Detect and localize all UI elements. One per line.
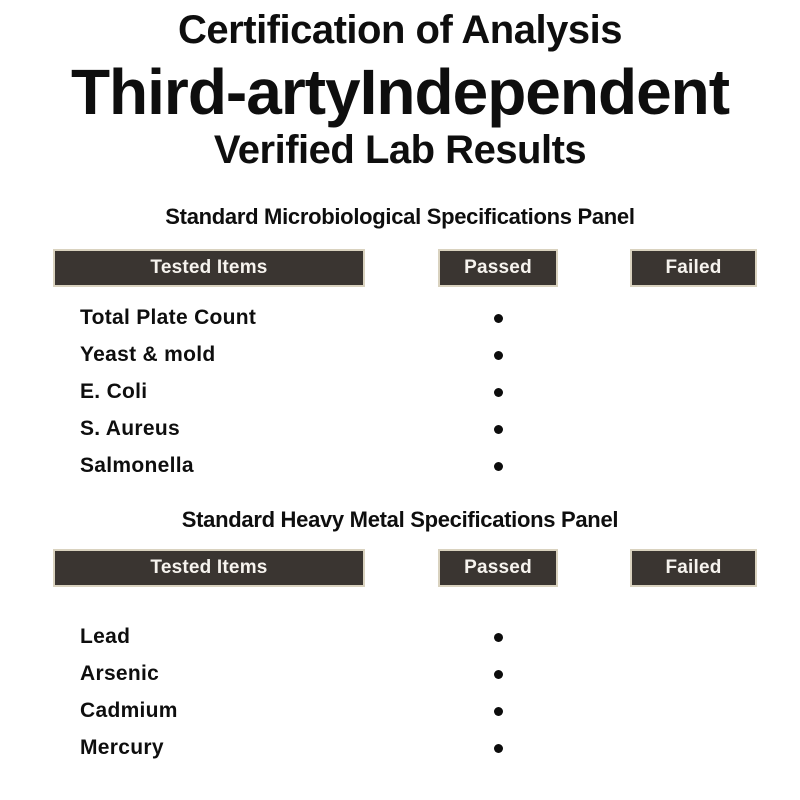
tested-item-label: Arsenic: [80, 662, 160, 685]
tested-item-label: Salmonella: [80, 454, 194, 477]
panel-title-microbiological: Standard Microbiological Specifications Panel: [165, 204, 635, 229]
table-row: [0, 736, 800, 760]
certificate-subtitle-large: Third-artyIndependent: [70, 56, 730, 128]
passed-dot-icon: [494, 388, 503, 397]
passed-dot-icon: [494, 314, 503, 323]
tested-item-label: Cadmium: [80, 699, 178, 722]
passed-dot-icon: [494, 670, 503, 679]
passed-dot-icon: [494, 744, 503, 753]
column-header-tested-items: Tested Items: [53, 549, 365, 587]
table-row: [0, 380, 800, 404]
certificate-title: Certification of Analysis: [178, 8, 622, 52]
tested-item-label: E. Coli: [80, 380, 148, 403]
table-row: [0, 662, 800, 686]
table-row: [0, 417, 800, 441]
column-header-tested-items: Tested Items: [53, 249, 365, 287]
table-row: [0, 306, 800, 330]
passed-dot-icon: [494, 351, 503, 360]
column-header-passed: Passed: [438, 549, 558, 587]
passed-dot-icon: [494, 633, 503, 642]
tested-item-label: Total Plate Count: [80, 306, 257, 329]
table-row: [0, 625, 800, 649]
table-row: [0, 454, 800, 478]
table-row: [0, 343, 800, 367]
tested-item-label: Yeast & mold: [80, 343, 216, 366]
tested-item-label: Lead: [80, 625, 131, 648]
certificate-subtitle: Verified Lab Results: [213, 128, 587, 172]
panel-title-heavy-metal: Standard Heavy Metal Specifications Panel: [181, 507, 619, 532]
column-header-failed: Failed: [630, 549, 757, 587]
passed-dot-icon: [494, 425, 503, 434]
passed-dot-icon: [494, 707, 503, 716]
tested-item-label: S. Aureus: [80, 417, 180, 440]
passed-dot-icon: [494, 462, 503, 471]
column-header-failed: Failed: [630, 249, 757, 287]
tested-item-label: Mercury: [80, 736, 164, 759]
table-row: [0, 699, 800, 723]
column-header-passed: Passed: [438, 249, 558, 287]
